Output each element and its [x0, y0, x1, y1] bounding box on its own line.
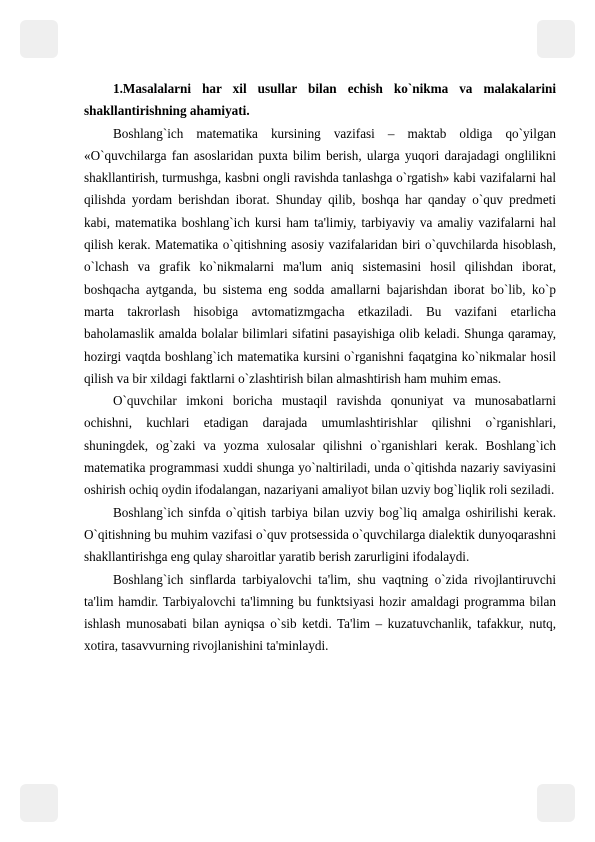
- paragraph-4: Boshlang`ich sinflarda tarbiyalovchi ta'lim, shu vaqtning o`zida rivojlantiruvchi ta'lim hamdir. Tarbiyalovchi ta'limning bu funktsiyasi hozir amaldagi programma bilan ishlash munosabati bilan ayniqsa o`sib ketdi. Ta'lim – kuzatuvchanlik, tafakkur, nutq, xotira, tasavvurning rivojlanishini ta'minlaydi.: [84, 571, 556, 654]
- document-body: [84, 78, 556, 658]
- section-heading: 1.Masalalarni har xil usullar bilan echish ko`nikma va malakalarini shakllantirishning ahamiyati.: [84, 81, 556, 119]
- paragraph-2: O`quvchilar imkoni boricha mustaqil ravishda qonuniyat va munosabatlarni ochishni, kuchlari etadigan darajada umumlashtirishlar qilishni o`rganishlari, shuningdek, og`zaki va yozma xulosalar qilishni o`rganishlari kerak. Boshlang`ich matematika programmasi xuddi shunga yo`naltiriladi, unda o`qitishda nazariy saviyasini oshirish ochiq oydin ifodalangan, nazariyani amaliyot bilan uzviy bog`liqlik roli seziladi.: [84, 393, 556, 498]
- paragraph-3: Boshlang`ich sinfda o`qitish tarbiya bilan uzviy bog`liq amalga oshirilishi kerak. O`qitishning bu muhim vazifasi o`quv protsessida o`quvchilarga dialektik dunyoqarashni shakllantirishga eng qulay sharoitlar yaratib berish zarurligini ifodalaydi.: [84, 504, 556, 565]
- paragraph-1: Boshlang`ich matematika kursining vazifasi – maktab oldiga qo`yilgan «O`quvchilarga fan asoslaridan puxta bilim berish, ularga yuqori darajadagi onglilikni shakllantirish, turmushga, kasbni ongli ravishda tanlashga o`rgatish» kabi vazifalarni hal qilishda yordam berishdan iborat. Shunday qilib, boshqa har qanday o`quv predmeti kabi, matematika boshlang`ich kursi ham ta'limiy, tarbiyaviy va amaliy vazifalarni hal qilish kerak. Matematika o`qitishning asosiy vazifalaridan biri o`quvchilarda hisoblash, o`lchash va grafik ko`nikmalarni ma'lum aniq sistemasini hosil qilishdan iborat, boshqacha aytganda, bu sistema eng sodda amallarni bajarishdan iborat bo`lib, ko`p marta takrorlash hisobiga avtomatizmgacha etkaziladi. Bu vazifani etarlicha baholamaslik amalda bolalar bilimlari sifatini pasayishiga olib keladi. Shunga qaramay, hozirgi vaqtda boshlang`ich matematika kursini o`rganishni faqatgina ko`nikmalar hosil qilish va bir xildagi faktlarni o`zlashtirish bilan almashtirish ham muhim emas.: [84, 125, 556, 386]
